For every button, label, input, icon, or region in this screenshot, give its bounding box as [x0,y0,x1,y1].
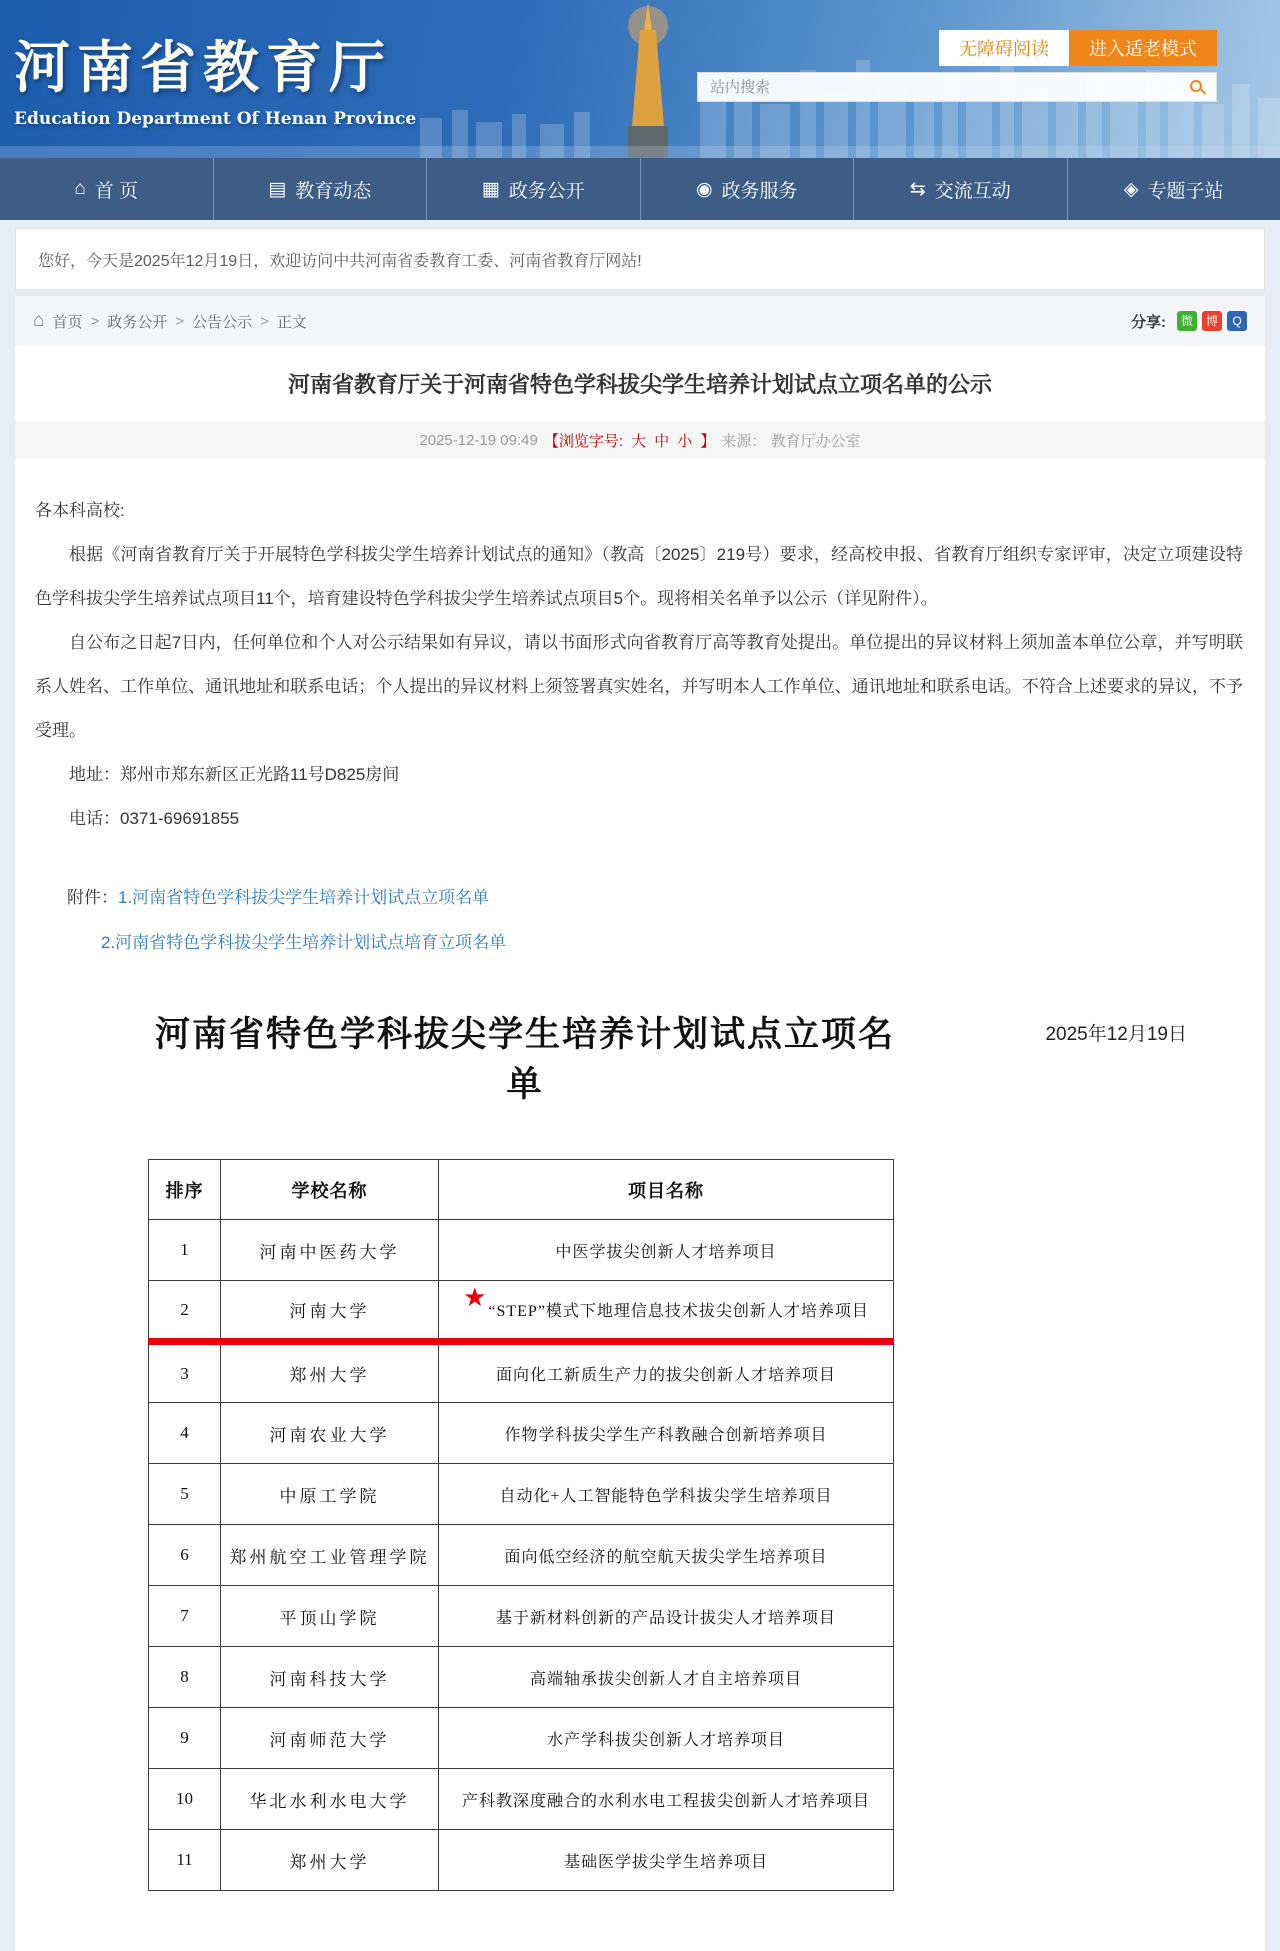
wechat-share-icon[interactable]: 微 [1177,311,1197,331]
school-cell: 平顶山学院 [221,1586,439,1647]
breadcrumb-item: 正文 [277,311,307,332]
attachment-link-2[interactable]: 2.河南省特色学科拔尖学生培养计划试点培育立项名单 [101,933,506,952]
breadcrumb-home-icon[interactable]: ⌂ [33,310,44,332]
share-area [1131,311,1247,332]
breadcrumb-separator: > [260,313,269,330]
nav-item-label: 教育动态 [295,176,371,203]
body-paragraph: 自公布之日起7日内，任何单位和个人对公示结果如有异议，请以书面形式向省教育厅高等教育处提出。单位提出的异议材料上须加盖本单位公章，并写明联系人姓名、工作单位、通讯地址和联系电话；个人提出的异议材料上须签署真实姓名，并写明本人工作单位、通讯地址和联系电话。不符合上述要求的异议，不予受理。 [35,621,1243,753]
attachment-line-2 [101,920,1265,965]
announcement [15,1007,1265,1891]
qq-share-icon[interactable]: Q [1227,311,1247,331]
font-size-option-0[interactable]: 大 [631,433,646,450]
greeting-text: 您好，今天是2025年12月19日，欢迎访问中共河南省委教育工委、河南省教育厅网站! [38,248,642,271]
rank-cell: 4 [149,1403,221,1464]
table-row [149,1342,894,1403]
rank-cell: 2 [149,1281,221,1342]
project-name: 面向化工新质生产力的拔尖创新人才培养项目 [496,1367,836,1384]
nav-item-interaction[interactable] [853,158,1067,220]
project-name: 面向低空经济的航空航天拔尖学生培养项目 [504,1549,827,1566]
school-cell: 河南中医药大学 [221,1220,439,1281]
project-cell: ★“STEP”模式下地理信息技术拔尖创新人才培养项目 [439,1281,894,1342]
table-row [149,1220,894,1281]
project-cell [439,1586,894,1647]
font-size-option-2[interactable]: 小 [677,433,692,450]
table-header [149,1160,894,1220]
school-cell: 河南农业大学 [221,1403,439,1464]
column-header: 项目名称 [439,1160,894,1220]
project-name: 中医学拔尖创新人才培养项目 [555,1244,776,1261]
site-search [697,72,1217,102]
nav-item-label: 交流互动 [935,176,1011,203]
school-cell: 华北水利水电大学 [221,1769,439,1830]
search-input[interactable] [698,73,1216,101]
school-cell: 河南科技大学 [221,1647,439,1708]
site-name: 河南省教育厅 [14,24,416,104]
breadcrumb-separator: > [91,313,100,330]
project-cell [439,1220,894,1281]
rank-cell: 1 [149,1220,221,1281]
project-cell [439,1647,894,1708]
nav-item-gov-services[interactable] [640,158,854,220]
paragraphs [35,533,1243,753]
news-icon: ▤ [268,178,286,201]
column-header: 排序 [149,1160,221,1220]
breadcrumb [52,311,306,332]
announcement-date: 2025年12月19日 [1045,1019,1187,1046]
table-row [149,1464,894,1525]
nav-item-label: 政务服务 [722,176,798,203]
site-logo [14,24,416,129]
weibo-share-icon[interactable]: 博 [1202,311,1222,331]
table-body [149,1220,894,1891]
breadcrumb-item[interactable]: 首页 [52,311,82,332]
attachments [15,875,1265,965]
project-name: 产科教深度融合的水利水电工程拔尖创新人才培养项目 [462,1793,870,1810]
search-icon[interactable] [1190,80,1202,92]
project-cell [439,1342,894,1403]
table-row [149,1525,894,1586]
main-nav [0,158,1280,220]
project-cell [439,1403,894,1464]
table-row [149,1403,894,1464]
nav-item-special-subsites[interactable] [1067,158,1280,220]
nav-item-label: 首 页 [95,176,138,203]
home-icon: ⌂ [74,178,85,200]
table-row [149,1647,894,1708]
article-body [15,459,1265,841]
site-banner [0,0,1280,158]
table-row [149,1708,894,1769]
table-header-row [149,1160,894,1220]
nav-item-label: 政务公开 [509,176,585,203]
nav-item-label: 专题子站 [1148,176,1224,203]
font-size-options [627,433,696,450]
school-cell: 郑州大学 [221,1342,439,1403]
breadcrumb-item[interactable]: 政务公开 [107,311,167,332]
project-name: 自动化+人工智能特色学科拔尖学生培养项目 [499,1488,832,1505]
interaction-icon: ⇆ [910,178,926,201]
school-cell: 中原工学院 [221,1464,439,1525]
project-cell [439,1525,894,1586]
school-cell: 郑州航空工业管理学院 [221,1525,439,1586]
nav-item-gov-disclosure[interactable] [426,158,640,220]
rank-cell: 7 [149,1586,221,1647]
project-cell [439,1769,894,1830]
phone-line: 电话：0371-69691855 [35,797,1243,841]
rank-cell: 3 [149,1342,221,1403]
share-icons [1172,311,1247,331]
school-cell: 河南大学 [221,1281,439,1342]
project-cell [439,1708,894,1769]
rank-cell: 9 [149,1708,221,1769]
rank-cell: 6 [149,1525,221,1586]
school-cell: 郑州大学 [221,1830,439,1891]
address-line: 地址：郑州市郑东新区正光路11号D825房间 [35,753,1243,797]
nav-item-home[interactable] [0,158,213,220]
accessibility-reading-button[interactable]: 无障碍阅读 [939,30,1069,66]
font-size-control [544,430,716,451]
article-meta-bar [15,421,1265,459]
greeting-bar [15,228,1265,290]
column-header: 学校名称 [221,1160,439,1220]
services-icon: ◉ [696,178,713,201]
subsites-icon: ◈ [1124,178,1139,201]
disclosure-icon: ▦ [482,178,500,201]
project-name: 作物学科拔尖学生产科教融合创新培养项目 [504,1427,827,1444]
elder-mode-button[interactable]: 进入适老模式 [1069,30,1217,66]
announcement-title: 河南省特色学科拔尖学生培养计划试点立项名单 [145,1007,905,1107]
table-row [149,1769,894,1830]
rank-cell: 8 [149,1647,221,1708]
publish-datetime: 2025-12-19 09:49 [419,432,537,449]
font-size-option-1[interactable]: 中 [654,433,669,450]
project-cell [439,1830,894,1891]
source-info [721,430,860,451]
share-label: 分享: [1131,311,1166,332]
breadcrumb-item[interactable]: 公告公示 [192,311,252,332]
project-name: 水产学科拔尖创新人才培养项目 [547,1732,785,1749]
table-row [149,1586,894,1647]
salutation: 各本科高校: [35,489,1243,533]
table-row [149,1830,894,1891]
attachments-label: 附件： [67,888,118,907]
project-name: 基于新材料创新的产品设计拔尖人才培养项目 [496,1610,836,1627]
article-content [15,346,1265,1951]
article-title: 河南省教育厅关于河南省特色学科拔尖学生培养计划试点立项名单的公示 [15,346,1265,399]
project-name: 高端轴承拔尖创新人才自主培养项目 [530,1671,802,1688]
school-cell: 河南师范大学 [221,1708,439,1769]
source-value: 教育厅办公室 [771,433,861,450]
project-name: “STEP”模式下地理信息技术拔尖创新人才培养项目 [488,1303,869,1320]
breadcrumb-bar [15,296,1265,346]
attachment-line-1 [67,875,1265,920]
rank-cell: 10 [149,1769,221,1830]
body-paragraph: 根据《河南省教育厅关于开展特色学科拔尖学生培养计划试点的通知》（教高〔2025〕219号）要求，经高校申报、省教育厅组织专家评审，决定立项建设特色学科拔尖学生培养试点项目11个，培育建设特色学科拔尖学生培养试点项目5个。现将相关名单予以公示（详见附件）。 [35,533,1243,621]
rank-cell: 11 [149,1830,221,1891]
font-size-label-open: 【浏览字号: [544,433,623,450]
site-name-english: Education Department Of Henan Province [14,109,416,129]
project-cell [439,1464,894,1525]
font-size-label-close: 】 [700,433,715,450]
top-actions [939,30,1217,66]
project-name: 基础医学拔尖学生培养项目 [564,1854,768,1871]
breadcrumb-separator: > [175,313,184,330]
rank-cell: 5 [149,1464,221,1525]
project-table [148,1159,894,1891]
table-row [149,1281,894,1342]
source-label: 来源： [721,433,766,450]
nav-item-education-news[interactable] [213,158,427,220]
attachment-link-1[interactable]: 1.河南省特色学科拔尖学生培养计划试点立项名单 [118,888,489,907]
